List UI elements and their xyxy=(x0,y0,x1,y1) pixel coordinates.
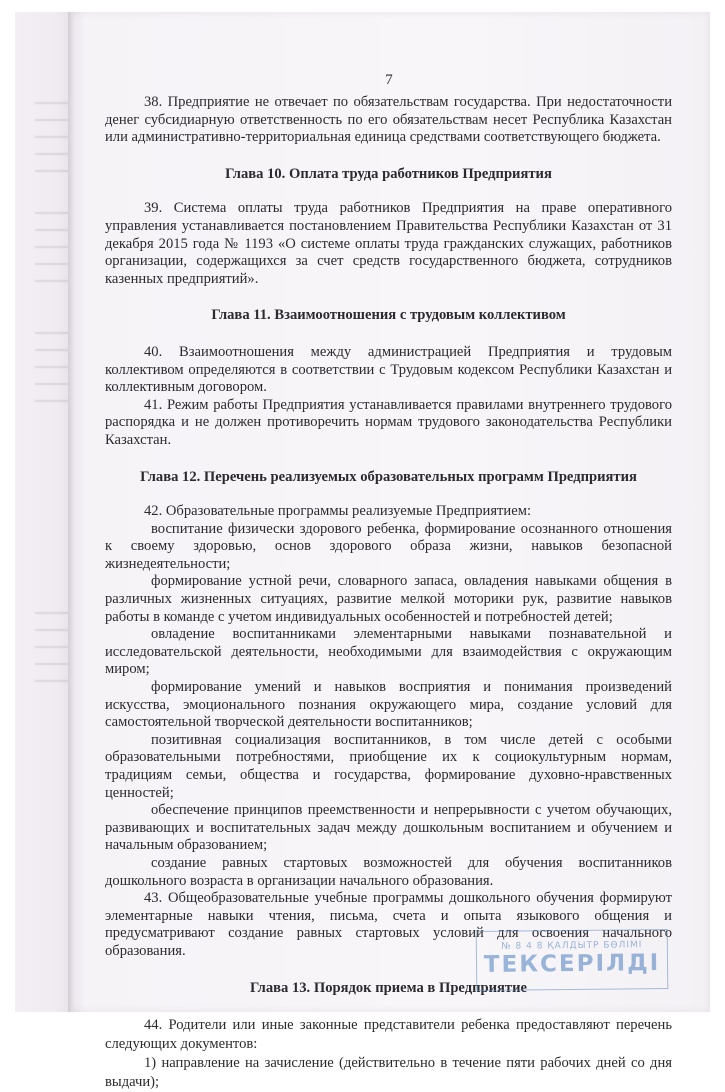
paragraph-43: 43. Общеобразовательные учебные программы дошкольного обучения формируют элементарные навыки чтения, письма, счета и опыта языкового общения и предусматривают создание равных стартовых условий для освоения начального образования. xyxy=(105,890,672,959)
stamp-main-text: ТЕКСЕРІЛДІ xyxy=(483,950,661,978)
list-item: создание равных стартовых возможностей для обучения воспитанников дошкольного возраста в организации начального образования. xyxy=(105,854,672,889)
heading-chapter-11: Глава 11. Взаимоотношения с трудовым коллективом xyxy=(211,307,566,324)
list-item: формирование умений и навыков восприятия и понимания произведений искусства, эмоционального познания окружающего мира, создание условий для самостоятельной творческой деятельности воспитанников; xyxy=(105,679,672,731)
list-item: овладение воспитанниками элементарными навыками познавательной и исследовательской деятельности, необходимыми для взаимодействия с окружающим миром; xyxy=(105,626,672,678)
page-number: 7 xyxy=(385,72,393,88)
document-page xyxy=(68,12,710,1091)
list-item: воспитание физически здорового ребенка, формирование осознанного отношения к своему здоровью, основ здорового образа жизни, навыков безопасной жизнедеятельности; xyxy=(105,520,672,572)
paragraph-40: 40. Взаимоотношения между администрацией Предприятия и трудовым коллективом определяются в соответствии с Трудовым кодексом Республики Казахстан и коллективным договором. xyxy=(105,343,672,396)
paragraph-42: 42. Образовательные программы реализуемые Предприятием: xyxy=(144,503,532,520)
stamp-top-line: № 8 4 8 ҚАЛДЫТР БӨЛІМІ xyxy=(501,940,643,952)
paragraph-41: 41. Режим работы Предприятия устанавливается правилами внутреннего трудового распорядка и не должен противоречить нормам трудового законодательства Республики Казахстан. xyxy=(105,396,672,448)
list-item: обеспечение принципов преемственности и непрерывности с учетом обучающих, развивающих и воспитательных задач между дошкольным воспитанием и обучением и начальным образованием; xyxy=(105,802,672,854)
paragraph-44: 44. Родители или иные законные представители ребенка предоставляют перечень следующих документов: xyxy=(105,1017,672,1053)
underlying-page-edge xyxy=(15,12,75,1012)
list-item: позитивная социализация воспитанников, в том числе детей с особыми образовательными потребностями, приобщение их к социокультурным нормам, традициям семьи, общества и государства, формирование духовно-нравственных ценностей; xyxy=(105,731,672,801)
paragraph-39: 39. Система оплаты труда работников Предприятия на праве оперативного управления устанавливается постановлением Правительства Республики Казахстан от 31 декабря 2015 года № 1193 «О системе оплаты труда гражданских служащих, работников организации, содержащихся за счет средств государственного бюджета, сотрудников казенных предприятий». xyxy=(105,200,672,287)
heading-chapter-10: Глава 10. Оплата труда работников Предприятия xyxy=(225,165,552,182)
heading-chapter-13: Глава 13. Порядок приема в Предприятие xyxy=(250,979,527,996)
paragraph-38: 38. Предприятие не отвечает по обязательствам государства. При недостаточности денег субсидиарную ответственность по его обязательствам несет Республика Казахстан или административно-территориальная единица средствами соответствующего бюджета. xyxy=(105,94,672,146)
list-item: формирование устной речи, словарного запаса, овладения навыками общения в различных жизненных ситуациях, развитие мелкой моторики рук, развитие навыков работы в команде с учетом индивидуальных особенностей и потребностей детей; xyxy=(105,573,672,625)
heading-chapter-12: Глава 12. Перечень реализуемых образовательных программ Предприятия xyxy=(140,468,637,485)
paragraph-44-item-1: 1) направление на зачисление (действительно в течение пяти рабочих дней со дня выдачи); xyxy=(105,1055,672,1091)
verification-stamp xyxy=(476,929,669,991)
